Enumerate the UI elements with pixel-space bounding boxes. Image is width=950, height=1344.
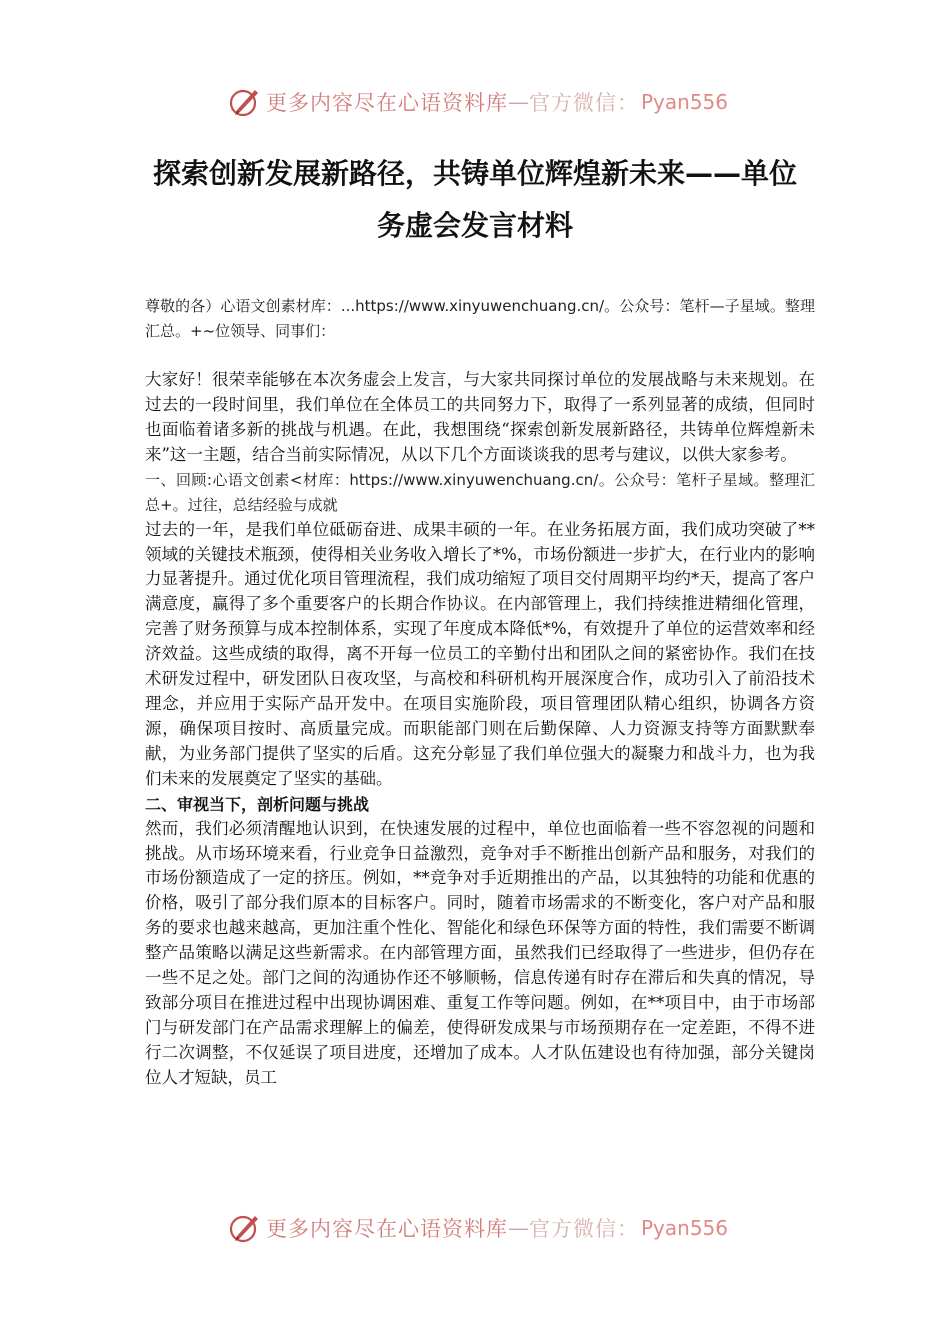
pen-logo-icon bbox=[228, 1211, 262, 1245]
title-line-2: 务虚会发言材料 bbox=[376, 209, 573, 242]
banner-main-text: 更多内容尽在心语资料库 bbox=[266, 1217, 508, 1241]
footer-banner bbox=[228, 1208, 728, 1248]
banner-wechat-id: Pyan556 bbox=[641, 90, 729, 114]
header-banner bbox=[228, 82, 728, 122]
pen-logo-icon bbox=[228, 85, 262, 119]
section-heading-review: 一、回顾:心语文创素<材库：https://www.xinyuwenchuang.cn/。公众号：笔杆子星域。整理汇总+。过往，总结经验与成就 bbox=[145, 470, 815, 514]
salutation: 尊敬的各）心语文创素材库：...https://www.xinyuwenchuang.cn/。公众号：笔杆—子星域。整理汇总。+~位领导、同事们： bbox=[145, 297, 815, 340]
banner-wechat-label: 官方微信： bbox=[529, 91, 639, 115]
banner-separator: — bbox=[508, 1216, 529, 1240]
banner-wechat-label: 官方微信： bbox=[529, 1217, 639, 1241]
document-title bbox=[120, 148, 830, 252]
paragraph-opening: 大家好！很荣幸能够在本次务虚会上发言，与大家共同探讨单位的发展战略与未来规划。在过去的一段时间里，我们单位在全体员工的共同努力下，取得了一系列显著的成绩，但同时也面临着诸多新的挑战与机遇。在此，我想围绕“探索创新发展新路径，共铸单位辉煌新未来”这一主题，结合当前实际情况，从以下几个方面谈谈我的思考与建议，以供大家参考。 bbox=[145, 370, 815, 464]
document-body bbox=[145, 368, 815, 1091]
paragraph-challenges: 然而，我们必须清醒地认识到，在快速发展的过程中，单位也面临着一些不容忽视的问题和挑战。从市场环境来看，行业竞争日益激烈，竞争对手不断推出创新产品和服务，对我们的市场份额造成了一定的挤压。例如，**竞争对手近期推出的产品，以其独特的功能和优惠的价格，吸引了部分我们原本的目标客户。同时，随着市场需求的不断变化，客户对产品和服务的要求也越来越高，更加注重个性化、智能化和绿色环保等方面的特性，我们需要不断调整产品策略以满足这些新需求。在内部管理方面，虽然我们已经取得了一些进步，但仍存在一些不足之处。部门之间的沟通协作还不够顺畅，信息传递有时存在滞后和失真的情况，导致部分项目在推进过程中出现协调困难、重复工作等问题。例如，在**项目中，由于市场部门与研发部门在产品需求理解上的偏差，使得研发成果与市场预期存在一定差距，不得不进行二次调整，不仅延误了项目进度，还增加了成本。人才队伍建设也有待加强，部分关键岗位人才短缺，员工 bbox=[145, 818, 815, 1087]
banner-main-text: 更多内容尽在心语资料库 bbox=[266, 91, 508, 115]
title-line-1: 探索创新发展新路径，共铸单位辉煌新未来——单位 bbox=[152, 157, 797, 190]
section-heading-challenges: 二、审视当下，剖析问题与挑战 bbox=[145, 794, 370, 814]
salutation-block bbox=[145, 294, 815, 344]
banner-wechat-id: Pyan556 bbox=[641, 1216, 729, 1240]
paragraph-review: 过去的一年，是我们单位砥砺奋进、成果丰硕的一年。在业务拓展方面，我们成功突破了**领域的关键技术瓶颈，使得相关业务收入增长了*%，市场份额进一步扩大，在行业内的影响力显著提升。通过优化项目管理流程，我们成功缩短了项目交付周期平均约*天，提高了客户满意度，赢得了多个重要客户的长期合作协议。在内部管理上，我们持续推进精细化管理，完善了财务预算与成本控制体系，实现了年度成本降低*%，有效提升了单位的运营效率和经济效益。这些成绩的取得，离不开每一位员工的辛勤付出和团队之间的紧密协作。我们在技术研发过程中，研发团队日夜攻坚，与高校和科研机构开展深度合作，成功引入了前沿技术理念，并应用于实际产品开发中。在项目实施阶段，项目管理团队精心组织，协调各方资源，确保项目按时、高质量完成。而职能部门则在后勤保障、人力资源支持等方面默默奉献，为业务部门提供了坚实的后盾。这充分彰显了我们单位强大的凝聚力和战斗力，也为我们未来的发展奠定了坚实的基础。 bbox=[145, 519, 815, 788]
banner-separator: — bbox=[508, 90, 529, 114]
